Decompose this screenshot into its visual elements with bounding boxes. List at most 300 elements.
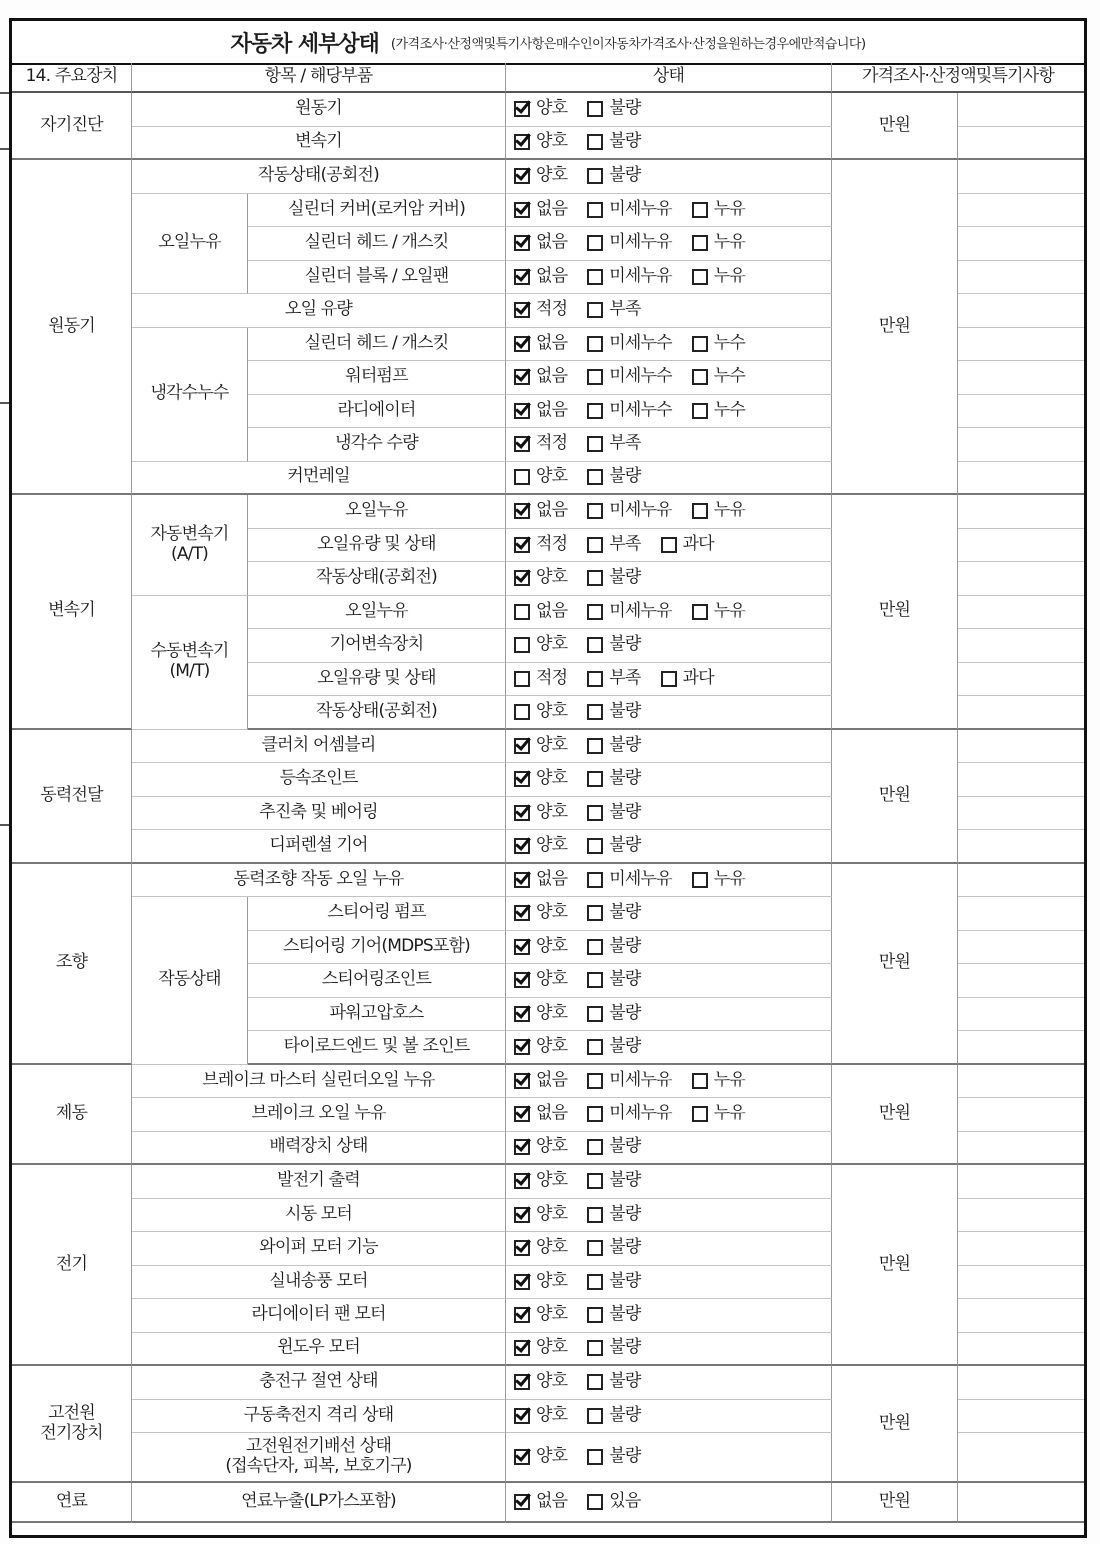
checked-checkbox-icon[interactable] xyxy=(514,1449,530,1465)
note-line-41[interactable] xyxy=(958,1483,1084,1523)
empty-checkbox-icon[interactable] xyxy=(587,537,603,553)
status-row-18 xyxy=(506,696,832,730)
empty-checkbox-icon[interactable] xyxy=(587,671,603,687)
price-unit-label: 만원 xyxy=(878,952,911,973)
option-1[interactable] xyxy=(587,937,640,957)
note-line-3[interactable] xyxy=(958,194,1084,228)
checked-checkbox-icon[interactable] xyxy=(514,537,530,553)
item-row-35 xyxy=(132,1266,506,1300)
option-1[interactable] xyxy=(587,467,640,487)
option-1[interactable] xyxy=(587,1305,640,1325)
option-2[interactable] xyxy=(692,200,745,220)
checked-checkbox-icon[interactable] xyxy=(514,771,530,787)
option-1[interactable] xyxy=(587,99,640,119)
empty-checkbox-icon[interactable] xyxy=(587,872,603,888)
empty-checkbox-icon[interactable] xyxy=(692,872,708,888)
option-1[interactable] xyxy=(587,769,640,789)
option-label: 양호 xyxy=(536,1035,568,1056)
empty-checkbox-icon[interactable] xyxy=(661,537,677,553)
option-1[interactable] xyxy=(587,803,640,823)
section-name-label: 고전원 전기장치 xyxy=(40,1402,103,1443)
option-0[interactable] xyxy=(514,401,567,421)
empty-checkbox-icon[interactable] xyxy=(587,1340,603,1356)
option-1[interactable] xyxy=(587,1372,640,1392)
option-1[interactable] xyxy=(587,1104,672,1124)
checked-checkbox-icon[interactable] xyxy=(514,1374,530,1390)
option-0[interactable] xyxy=(514,1205,567,1225)
option-0[interactable] xyxy=(514,937,567,957)
item-label: 실린더 블록 / 오일팬 xyxy=(304,265,449,286)
option-0[interactable] xyxy=(514,970,567,990)
section-0-price-cell[interactable] xyxy=(832,93,958,160)
option-0[interactable] xyxy=(514,200,567,220)
empty-checkbox-icon[interactable] xyxy=(587,436,603,452)
option-1[interactable] xyxy=(587,1238,640,1258)
option-0[interactable] xyxy=(514,736,567,756)
checked-checkbox-icon[interactable] xyxy=(514,1340,530,1356)
option-1[interactable] xyxy=(587,903,640,923)
empty-checkbox-icon[interactable] xyxy=(587,101,603,117)
empty-checkbox-icon[interactable] xyxy=(587,1408,603,1424)
empty-checkbox-icon[interactable] xyxy=(587,269,603,285)
checked-checkbox-icon[interactable] xyxy=(514,168,530,184)
option-0[interactable] xyxy=(514,568,567,588)
note-line-27[interactable] xyxy=(958,998,1084,1032)
option-0[interactable] xyxy=(514,334,567,354)
checked-checkbox-icon[interactable] xyxy=(514,738,530,754)
section-2-price-cell[interactable] xyxy=(832,495,958,730)
option-0[interactable] xyxy=(514,1338,567,1358)
empty-checkbox-icon[interactable] xyxy=(587,972,603,988)
note-line-12[interactable] xyxy=(958,495,1084,529)
option-0[interactable] xyxy=(514,99,567,119)
note-line-13[interactable] xyxy=(958,529,1084,563)
note-line-29[interactable] xyxy=(958,1065,1084,1099)
item-label: 클러치 어셈블리 xyxy=(261,734,376,755)
option-1[interactable] xyxy=(587,1338,640,1358)
empty-checkbox-icon[interactable] xyxy=(587,1039,603,1055)
item-row-18 xyxy=(248,696,506,730)
checked-checkbox-icon[interactable] xyxy=(514,1106,530,1122)
option-label: 양호 xyxy=(536,1203,568,1224)
option-1[interactable] xyxy=(587,1004,640,1024)
checked-checkbox-icon[interactable] xyxy=(514,805,530,821)
option-label: 양호 xyxy=(536,131,568,152)
subgroup-label: 자동변속기 (A/T) xyxy=(150,524,229,564)
checked-checkbox-icon[interactable] xyxy=(514,1494,530,1510)
empty-checkbox-icon[interactable] xyxy=(587,704,603,720)
option-0[interactable] xyxy=(514,803,567,823)
empty-checkbox-icon[interactable] xyxy=(587,1274,603,1290)
empty-checkbox-icon[interactable] xyxy=(692,503,708,519)
item-label: 실린더 커버(로커암 커버) xyxy=(287,198,466,219)
empty-checkbox-icon[interactable] xyxy=(587,1307,603,1323)
option-1[interactable] xyxy=(587,736,640,756)
option-label: 없음 xyxy=(536,366,568,387)
note-line-40[interactable] xyxy=(958,1433,1084,1483)
checked-checkbox-icon[interactable] xyxy=(514,269,530,285)
item-label: 파워고압호스 xyxy=(329,1002,424,1023)
option-label: 양호 xyxy=(536,98,568,119)
option-0[interactable] xyxy=(514,1272,567,1292)
empty-checkbox-icon[interactable] xyxy=(587,738,603,754)
empty-checkbox-icon[interactable] xyxy=(692,235,708,251)
option-2[interactable] xyxy=(692,233,745,253)
note-line-26[interactable] xyxy=(958,964,1084,998)
item-row-29 xyxy=(132,1065,506,1099)
empty-checkbox-icon[interactable] xyxy=(587,905,603,921)
option-label: 양호 xyxy=(536,834,568,855)
option-1[interactable] xyxy=(587,870,672,890)
option-2[interactable] xyxy=(692,401,745,421)
note-line-33[interactable] xyxy=(958,1199,1084,1233)
checked-checkbox-icon[interactable] xyxy=(514,1240,530,1256)
checked-checkbox-icon[interactable] xyxy=(514,1408,530,1424)
note-line-2[interactable] xyxy=(958,160,1084,194)
option-label: 누수 xyxy=(713,366,745,387)
status-row-35 xyxy=(506,1266,832,1300)
option-0[interactable] xyxy=(514,1372,567,1392)
option-2[interactable] xyxy=(692,1071,745,1091)
option-0[interactable] xyxy=(514,132,567,152)
checked-checkbox-icon[interactable] xyxy=(514,436,530,452)
empty-checkbox-icon[interactable] xyxy=(587,369,603,385)
section-3-price-cell[interactable] xyxy=(832,730,958,864)
note-line-9[interactable] xyxy=(958,395,1084,429)
note-line-14[interactable] xyxy=(958,562,1084,596)
checked-checkbox-icon[interactable] xyxy=(514,570,530,586)
option-0[interactable] xyxy=(514,602,567,622)
note-line-16[interactable] xyxy=(958,629,1084,663)
checked-checkbox-icon[interactable] xyxy=(514,369,530,385)
option-0[interactable] xyxy=(514,367,567,387)
checked-checkbox-icon[interactable] xyxy=(514,1139,530,1155)
option-1[interactable] xyxy=(587,1205,640,1225)
subgroup-1 xyxy=(132,328,248,462)
option-0[interactable] xyxy=(514,501,567,521)
item-label: 오일누유 xyxy=(345,600,408,621)
option-0[interactable] xyxy=(514,769,567,789)
note-line-4[interactable] xyxy=(958,227,1084,261)
checked-checkbox-icon[interactable] xyxy=(514,905,530,921)
empty-checkbox-icon[interactable] xyxy=(587,1006,603,1022)
empty-checkbox-icon[interactable] xyxy=(692,1106,708,1122)
note-line-6[interactable] xyxy=(958,294,1084,328)
note-line-31[interactable] xyxy=(958,1132,1084,1166)
note-line-35[interactable] xyxy=(958,1266,1084,1300)
status-row-14 xyxy=(506,562,832,596)
option-0[interactable] xyxy=(514,1406,567,1426)
checked-checkbox-icon[interactable] xyxy=(514,403,530,419)
option-2[interactable] xyxy=(692,1104,745,1124)
option-1[interactable] xyxy=(587,1406,640,1426)
option-1[interactable] xyxy=(587,1137,640,1157)
option-1[interactable] xyxy=(587,200,672,220)
option-label: 없음 xyxy=(536,232,568,253)
price-unit-label: 만원 xyxy=(878,600,911,621)
section-name-label: 변속기 xyxy=(48,600,95,621)
option-0[interactable] xyxy=(514,669,567,689)
status-row-7 xyxy=(506,328,832,362)
note-line-8[interactable] xyxy=(958,361,1084,395)
empty-checkbox-icon[interactable] xyxy=(587,805,603,821)
empty-checkbox-icon[interactable] xyxy=(587,1073,603,1089)
option-2[interactable] xyxy=(692,267,745,287)
checked-checkbox-icon[interactable] xyxy=(514,1274,530,1290)
checked-checkbox-icon[interactable] xyxy=(514,872,530,888)
status-row-4 xyxy=(506,227,832,261)
note-line-17[interactable] xyxy=(958,663,1084,697)
option-1[interactable] xyxy=(587,1071,672,1091)
empty-checkbox-icon[interactable] xyxy=(692,369,708,385)
option-1[interactable] xyxy=(587,401,672,421)
note-line-25[interactable] xyxy=(958,931,1084,965)
note-line-39[interactable] xyxy=(958,1400,1084,1434)
option-1[interactable] xyxy=(587,166,640,186)
option-1[interactable] xyxy=(587,836,640,856)
option-label: 불량 xyxy=(609,700,641,721)
option-label: 미세누유 xyxy=(609,232,672,253)
note-line-24[interactable] xyxy=(958,897,1084,931)
note-line-37[interactable] xyxy=(958,1333,1084,1367)
checked-checkbox-icon[interactable] xyxy=(514,939,530,955)
checked-checkbox-icon[interactable] xyxy=(514,1039,530,1055)
empty-checkbox-icon[interactable] xyxy=(587,503,603,519)
checked-checkbox-icon[interactable] xyxy=(514,1006,530,1022)
option-label: 미세누유 xyxy=(609,868,672,889)
option-2[interactable] xyxy=(692,870,745,890)
option-1[interactable] xyxy=(587,535,640,555)
note-line-7[interactable] xyxy=(958,328,1084,362)
option-2[interactable] xyxy=(692,334,745,354)
empty-checkbox-icon[interactable] xyxy=(587,939,603,955)
option-label: 양호 xyxy=(536,1404,568,1425)
section-5-price-cell[interactable] xyxy=(832,1065,958,1166)
empty-checkbox-icon[interactable] xyxy=(587,168,603,184)
option-1[interactable] xyxy=(587,970,640,990)
status-row-0 xyxy=(506,93,832,127)
note-line-11[interactable] xyxy=(958,462,1084,496)
note-line-30[interactable] xyxy=(958,1098,1084,1132)
option-1[interactable] xyxy=(587,568,640,588)
empty-checkbox-icon[interactable] xyxy=(587,1449,603,1465)
empty-checkbox-icon[interactable] xyxy=(692,336,708,352)
checked-checkbox-icon[interactable] xyxy=(514,1173,530,1189)
empty-checkbox-icon[interactable] xyxy=(692,403,708,419)
option-label: 불량 xyxy=(609,1404,641,1425)
section-4-price-cell[interactable] xyxy=(832,864,958,1065)
option-0[interactable] xyxy=(514,702,567,722)
note-line-21[interactable] xyxy=(958,797,1084,831)
option-0[interactable] xyxy=(514,1171,567,1191)
option-0[interactable] xyxy=(514,1137,567,1157)
note-line-34[interactable] xyxy=(958,1232,1084,1266)
item-row-41 xyxy=(132,1483,506,1523)
empty-checkbox-icon[interactable] xyxy=(514,671,530,687)
option-1[interactable] xyxy=(587,300,640,320)
checked-checkbox-icon[interactable] xyxy=(514,235,530,251)
empty-checkbox-icon[interactable] xyxy=(587,1173,603,1189)
option-1[interactable] xyxy=(587,1272,640,1292)
note-line-36[interactable] xyxy=(958,1299,1084,1333)
section-6-price-cell[interactable] xyxy=(832,1165,958,1366)
option-label: 있음 xyxy=(609,1491,641,1512)
option-1[interactable] xyxy=(587,434,640,454)
option-0[interactable] xyxy=(514,836,567,856)
empty-checkbox-icon[interactable] xyxy=(692,202,708,218)
option-label: 양호 xyxy=(536,1337,568,1358)
empty-checkbox-icon[interactable] xyxy=(587,1139,603,1155)
option-0[interactable] xyxy=(514,233,567,253)
empty-checkbox-icon[interactable] xyxy=(587,403,603,419)
item-row-25 xyxy=(248,931,506,965)
option-1[interactable] xyxy=(587,367,672,387)
checked-checkbox-icon[interactable] xyxy=(514,838,530,854)
empty-checkbox-icon[interactable] xyxy=(514,469,530,485)
section-8-price-cell[interactable] xyxy=(832,1483,958,1523)
option-0[interactable] xyxy=(514,166,567,186)
status-row-5 xyxy=(506,261,832,295)
option-0[interactable] xyxy=(514,1004,567,1024)
option-label: 양호 xyxy=(536,1170,568,1191)
note-line-18[interactable] xyxy=(958,696,1084,730)
note-line-32[interactable] xyxy=(958,1165,1084,1199)
option-0[interactable] xyxy=(514,870,567,890)
empty-checkbox-icon[interactable] xyxy=(514,704,530,720)
note-line-5[interactable] xyxy=(958,261,1084,295)
option-2[interactable] xyxy=(692,501,745,521)
checked-checkbox-icon[interactable] xyxy=(514,1073,530,1089)
note-line-0[interactable] xyxy=(958,93,1084,127)
checked-checkbox-icon[interactable] xyxy=(514,302,530,318)
note-line-28[interactable] xyxy=(958,1031,1084,1065)
option-0[interactable] xyxy=(514,1238,567,1258)
option-label: 불량 xyxy=(609,834,641,855)
empty-checkbox-icon[interactable] xyxy=(587,202,603,218)
item-label: 배력장치 상태 xyxy=(269,1136,368,1157)
empty-checkbox-icon[interactable] xyxy=(587,771,603,787)
option-1[interactable] xyxy=(587,602,672,622)
item-label: 스티어링 펌프 xyxy=(327,902,426,923)
option-0[interactable] xyxy=(514,467,567,487)
option-0[interactable] xyxy=(514,1104,567,1124)
option-0[interactable] xyxy=(514,535,567,555)
note-line-15[interactable] xyxy=(958,596,1084,630)
option-0[interactable] xyxy=(514,1492,567,1512)
empty-checkbox-icon[interactable] xyxy=(587,1240,603,1256)
option-0[interactable] xyxy=(514,635,567,655)
empty-checkbox-icon[interactable] xyxy=(692,1073,708,1089)
option-label: 양호 xyxy=(536,801,568,822)
option-0[interactable] xyxy=(514,1071,567,1091)
section-7-price-cell[interactable] xyxy=(832,1366,958,1483)
option-1[interactable] xyxy=(587,635,640,655)
status-row-28 xyxy=(506,1031,832,1065)
option-1[interactable] xyxy=(587,334,672,354)
option-1[interactable] xyxy=(587,1037,640,1057)
checked-checkbox-icon[interactable] xyxy=(514,972,530,988)
empty-checkbox-icon[interactable] xyxy=(587,469,603,485)
option-1[interactable] xyxy=(587,1492,640,1512)
empty-checkbox-icon[interactable] xyxy=(587,235,603,251)
option-0[interactable] xyxy=(514,903,567,923)
note-line-22[interactable] xyxy=(958,830,1084,864)
option-0[interactable] xyxy=(514,1447,567,1467)
empty-checkbox-icon[interactable] xyxy=(587,838,603,854)
checked-checkbox-icon[interactable] xyxy=(514,1307,530,1323)
empty-checkbox-icon[interactable] xyxy=(587,1494,603,1510)
empty-checkbox-icon[interactable] xyxy=(514,604,530,620)
checked-checkbox-icon[interactable] xyxy=(514,101,530,117)
status-row-32 xyxy=(506,1165,832,1199)
status-row-22 xyxy=(506,830,832,864)
vehicle-detail-status-form xyxy=(9,18,1087,1538)
option-1[interactable] xyxy=(587,702,640,722)
option-2[interactable] xyxy=(661,669,714,689)
option-1[interactable] xyxy=(587,132,640,152)
empty-checkbox-icon[interactable] xyxy=(692,269,708,285)
empty-checkbox-icon[interactable] xyxy=(587,1374,603,1390)
option-label: 적정 xyxy=(536,667,568,688)
empty-checkbox-icon[interactable] xyxy=(692,604,708,620)
empty-checkbox-icon[interactable] xyxy=(587,570,603,586)
status-row-39 xyxy=(506,1400,832,1434)
empty-checkbox-icon[interactable] xyxy=(587,604,603,620)
empty-checkbox-icon[interactable] xyxy=(587,637,603,653)
item-label: 추진축 및 베어링 xyxy=(259,801,378,822)
empty-checkbox-icon[interactable] xyxy=(661,671,677,687)
checked-checkbox-icon[interactable] xyxy=(514,202,530,218)
section-name-label: 제동 xyxy=(55,1102,88,1123)
empty-checkbox-icon[interactable] xyxy=(587,134,603,150)
option-label: 불량 xyxy=(609,969,641,990)
empty-checkbox-icon[interactable] xyxy=(514,637,530,653)
option-0[interactable] xyxy=(514,434,567,454)
option-1[interactable] xyxy=(587,233,672,253)
option-0[interactable] xyxy=(514,300,567,320)
option-2[interactable] xyxy=(692,367,745,387)
option-1[interactable] xyxy=(587,501,672,521)
note-line-19[interactable] xyxy=(958,730,1084,764)
item-label: 기어변속장치 xyxy=(329,634,424,655)
checked-checkbox-icon[interactable] xyxy=(514,134,530,150)
empty-checkbox-icon[interactable] xyxy=(587,336,603,352)
checked-checkbox-icon[interactable] xyxy=(514,1207,530,1223)
note-line-20[interactable] xyxy=(958,763,1084,797)
empty-checkbox-icon[interactable] xyxy=(587,1106,603,1122)
option-1[interactable] xyxy=(587,1447,640,1467)
option-1[interactable] xyxy=(587,267,672,287)
option-0[interactable] xyxy=(514,1037,567,1057)
option-0[interactable] xyxy=(514,267,567,287)
option-2[interactable] xyxy=(692,602,745,622)
option-0[interactable] xyxy=(514,1305,567,1325)
checked-checkbox-icon[interactable] xyxy=(514,336,530,352)
item-label: 연료누출(LP가스포함) xyxy=(241,1491,396,1512)
note-line-23[interactable] xyxy=(958,864,1084,898)
empty-checkbox-icon[interactable] xyxy=(587,1207,603,1223)
checked-checkbox-icon[interactable] xyxy=(514,503,530,519)
empty-checkbox-icon[interactable] xyxy=(587,302,603,318)
note-line-1[interactable] xyxy=(958,127,1084,161)
option-1[interactable] xyxy=(587,1171,640,1191)
section-1-price-cell[interactable] xyxy=(832,160,958,495)
note-line-10[interactable] xyxy=(958,428,1084,462)
option-1[interactable] xyxy=(587,669,640,689)
option-2[interactable] xyxy=(661,535,714,555)
note-line-38[interactable] xyxy=(958,1366,1084,1400)
option-label: 양호 xyxy=(536,768,568,789)
